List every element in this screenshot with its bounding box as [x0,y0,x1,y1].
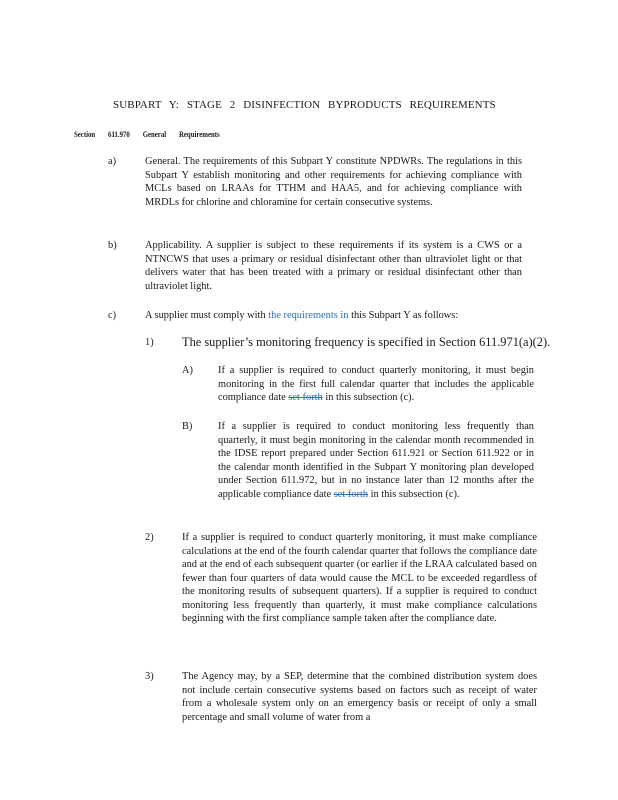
item-c1-marker: 1) [145,337,154,348]
item-c-text [145,309,522,323]
requirements-link[interactable]: the requirements in [268,310,349,321]
section-heading [74,128,220,142]
item-a-marker: a) [108,156,117,167]
item-c2-text: If a supplier is required to conduct quarterly monitoring, it must make compliance calculations at the end of the fourth calendar quarter that follows the compliance date and at the end of each subsequent quarter (or earlier if the LRAA calculated based on fewer than four quarters of data would cause the MCL to be exceeded regardless of the monitoring results of subsequent quarters). If a supplier is required to conduct monitoring less frequently than quarterly, it must make compliance calculations beginning with the first compliance sample taken after the compliance date. [182,532,537,624]
item-a-general: General. The requirements of this Subpart Y constitute NPDWRs. The regulations in this Subpart Y establish monitoring and other requirements for achieving compliance with MCLs based on LRAAs for TTHM and HAA5, and for achieving compliance with MRDLs for chlorine and chloramine for certain consecutive systems. [145,156,522,208]
item-c1a-marker: A) [182,365,193,376]
item-c-marker: c) [108,310,117,321]
section-title: General Requirements [142,129,220,139]
item-b-marker: b) [108,240,117,251]
item-c3-text: The Agency may, by a SEP, determine that the combined distribution system does not include certain consecutive systems based on factors such as receipt of water from a wholesale system only on an emergency basis or receipt of only a small percentage and small volume of water from a [182,671,537,723]
item-c1a-text-before: If a supplier is required to conduct quarterly monitoring, it must begin monitoring in the first full calendar quarter that includes the applicable compliance date [218,365,534,403]
item-c1b-text [218,420,534,501]
item-c3-marker: 3) [145,671,154,682]
section-number: Section 611.970 [74,129,130,139]
item-b-applicability: Applicability. A supplier is subject to these requirements if its system is a CWS or a NTNCWS that uses a primary or residual disinfectant other than ultraviolet light or that delivers water that has been treated with a primary or residual disinfectant other than ultraviolet light. [145,240,522,292]
item-c1b-strikethrough: set forth [333,488,369,500]
item-c1a-text [218,364,534,405]
subpart-title: SUBPART Y: STAGE 2 DISINFECTION BYPRODUCTS REQUIREMENTS [113,99,496,111]
item-c1-text: The supplier’s monitoring frequency is specified in Section 611.971(a)(2). [182,335,551,349]
item-c1a-strikethrough: set forth [288,392,323,403]
item-c1b-text-before: If a supplier is required to conduct monitoring less frequently than quarterly, it must begin monitoring in the calendar month recommended in the IDSE report prepared under Section 611.921 or Section 611.922 or in the calendar month identified in the Subpart Y monitoring plan developed under Section 611.972, but in no instance later than 12 months after the applicable compliance date [218,421,534,500]
item-c1b-marker: B) [182,421,193,432]
item-c1a-text-after: in this subsection (c). [322,392,415,403]
item-c1b-text-after: in this subsection (c). [368,488,460,500]
item-c-text-after: this Subpart Y as follows: [348,310,459,321]
item-c2-marker: 2) [145,532,154,543]
item-c-text-before: A supplier must comply with [145,310,269,321]
